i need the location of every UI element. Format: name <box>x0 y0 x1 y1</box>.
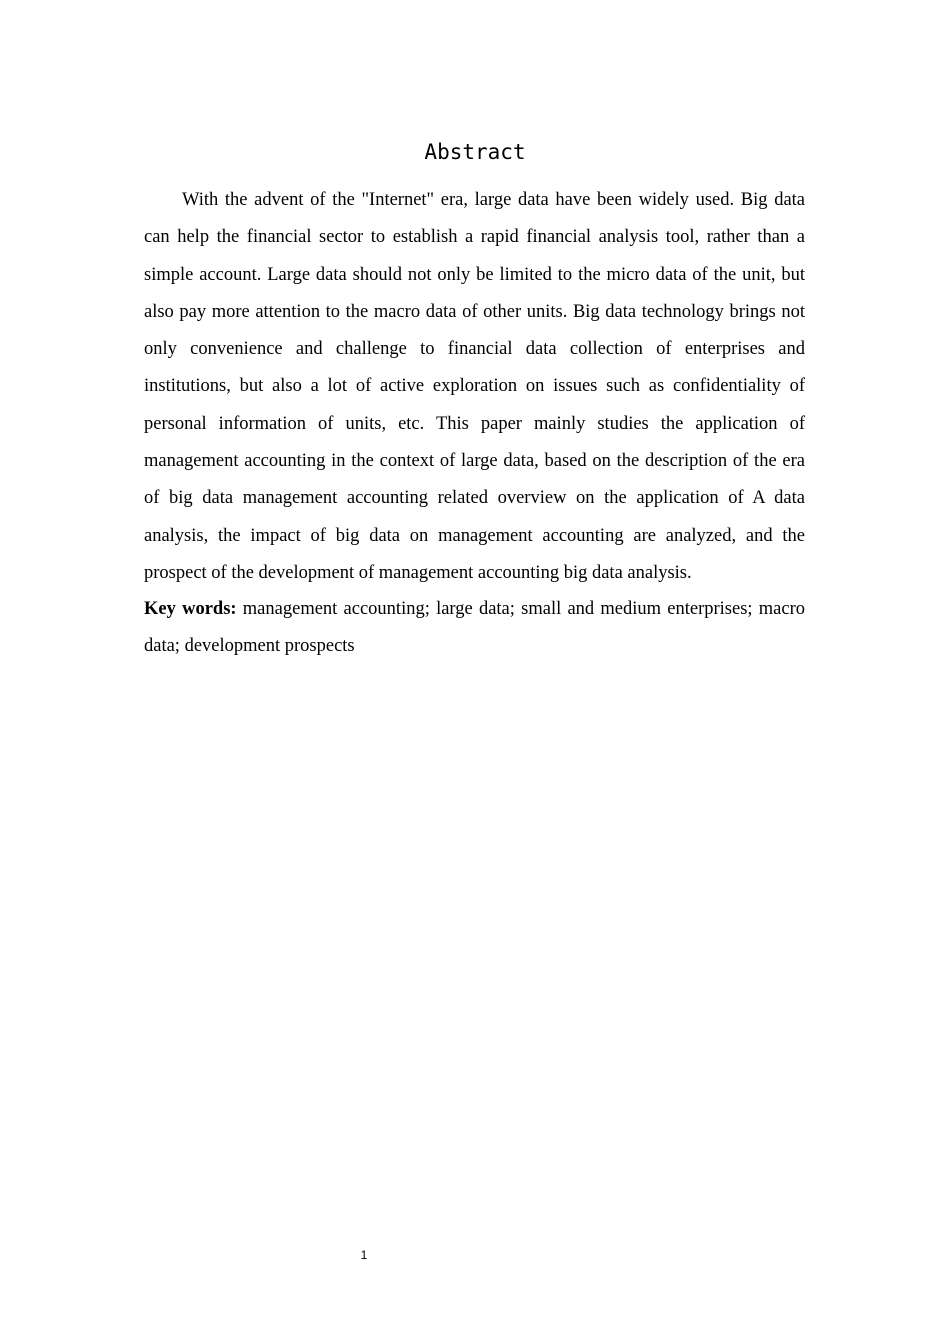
keywords-line <box>144 591 805 666</box>
abstract-paragraph: With the advent of the "Internet" era, large data have been widely used. Big data can help the financial sector to establish a rapid financial analysis tool, rather than a simple account. Large data should not only be limited to the micro data of the unit, but also pay more attention to the macro data of other units. Big data technology brings not only convenience and challenge to financial data collection of enterprises and institutions, but also a lot of active exploration on issues such as confidentiality of personal information of units, etc. This paper mainly studies the application of management accounting in the context of large data, based on the description of the era of big data management accounting related overview on the application of A data analysis, the impact of big data on management accounting are analyzed, and the prospect of the development of management accounting big data analysis. <box>144 190 805 583</box>
keywords-text: management accounting; large data; small and medium enterprises; macro data; development prospects <box>144 599 805 657</box>
keywords-label: Key words: <box>144 599 237 619</box>
page-number: 1 <box>360 1248 368 1262</box>
abstract-title: Abstract <box>424 140 526 164</box>
